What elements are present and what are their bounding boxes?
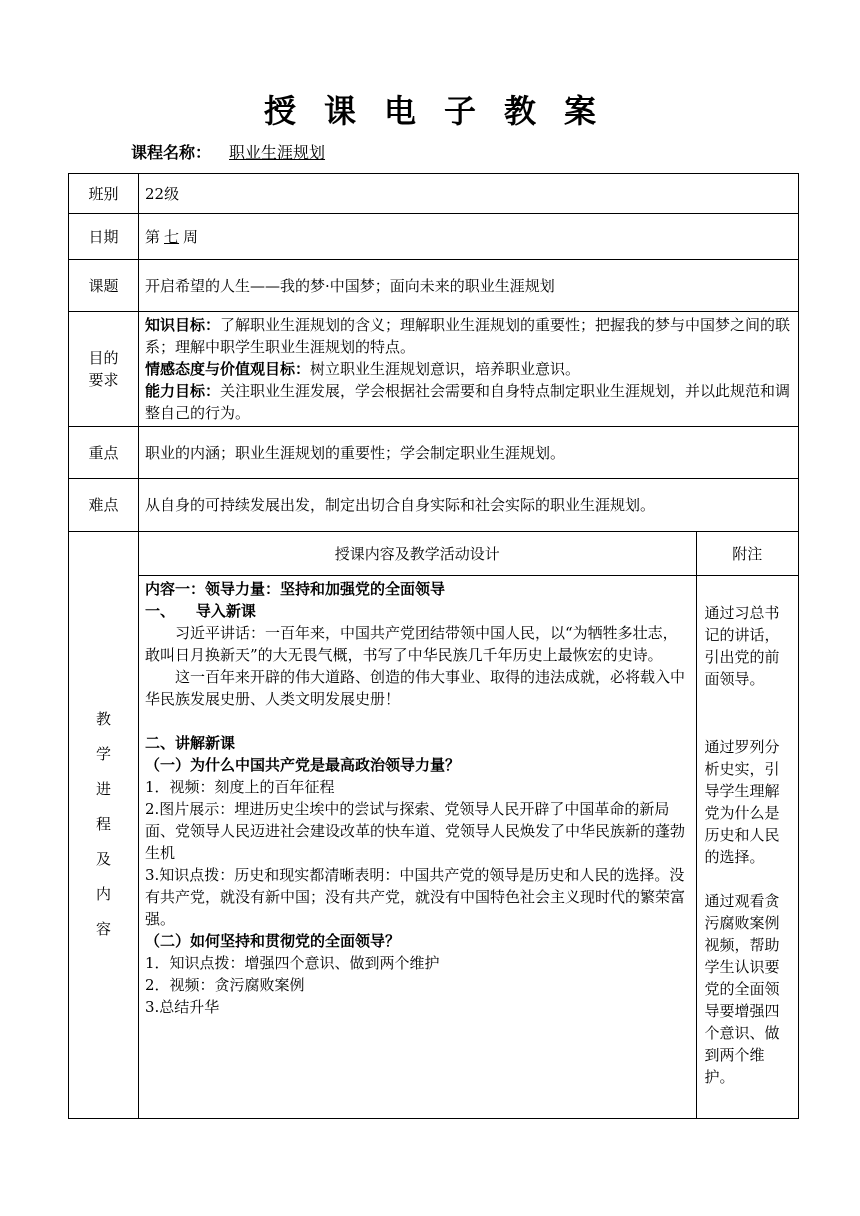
class-value: 22级 <box>139 174 799 214</box>
goals-label <box>69 312 139 427</box>
knowledge-goal-label: 知识目标： <box>145 316 221 334</box>
class-label: 班别 <box>69 174 139 214</box>
difficulty-value: 从自身的可持续发展出发，制定出切合自身实际和社会实际的职业生涯规划。 <box>139 479 799 532</box>
q2-item: 2．视频：贪污腐败案例 <box>145 976 305 994</box>
row-topic <box>69 260 799 312</box>
row-date <box>69 214 799 260</box>
difficulty-label: 难点 <box>69 479 139 532</box>
question-1: （一）为什么中国共产党是最高政治领导力量？ <box>145 756 461 774</box>
q2-item: 3.总结升华 <box>145 998 220 1016</box>
notes-body <box>696 576 798 1118</box>
lesson-plan-table <box>68 173 799 1119</box>
note-2: 通过罗列分析史实，引导学生理解党为什么是历史和人民的选择。 <box>704 738 780 866</box>
part1-title: 一、 导入新课 <box>145 602 256 620</box>
section-title: 内容一：领导力量：坚持和加强党的全面领导 <box>145 580 446 598</box>
process-header <box>139 532 798 576</box>
part2-title: 二、讲解新课 <box>145 734 236 752</box>
row-difficulty <box>69 479 799 532</box>
process-label <box>69 532 139 1119</box>
process-table <box>139 532 798 1118</box>
date-suffix: 周 <box>183 227 199 246</box>
content-header: 授课内容及教学活动设计 <box>139 532 696 576</box>
knowledge-goal-text: 了解职业生涯规划的含义；理解职业生涯规划的重要性；把握我的梦与中国梦之间的联系；理解中职学生职业生涯规划的特点。 <box>145 316 791 356</box>
goals-label-text: 目的要求 <box>88 349 119 389</box>
course-line <box>131 140 373 163</box>
process-cell <box>139 532 799 1119</box>
paragraph-history: 这一百年来开辟的伟大道路、创造的伟大事业、取得的违法成就，必将载入中华民族发展史册、人类文明发展史册！ <box>145 668 686 708</box>
note-1: 通过习总书记的讲话，引出党的前面领导。 <box>704 604 780 688</box>
process-label-text: 教学进程及内容 <box>95 710 111 939</box>
goals-value <box>139 312 799 427</box>
course-name: 职业生涯规划 <box>229 143 326 162</box>
note-3: 通过观看贪污腐败案例视频，帮助学生认识要党的全面领导要增强四个意识、做到两个维护。 <box>704 892 780 1086</box>
row-goals <box>69 312 799 427</box>
document-title: 授课电子教案 <box>263 92 624 130</box>
key-value: 职业的内涵；职业生涯规划的重要性；学会制定职业生涯规划。 <box>139 427 799 479</box>
row-key-points <box>69 427 799 479</box>
attitude-goal-text: 树立职业生涯规划意识，培养职业意识。 <box>310 360 581 378</box>
row-process <box>69 532 799 1119</box>
row-class <box>69 174 799 214</box>
topic-label: 课题 <box>69 260 139 312</box>
q2-item: 1．知识点拨：增强四个意识、做到两个维护 <box>145 954 440 972</box>
key-label: 重点 <box>69 427 139 479</box>
date-week: 七 <box>164 227 180 246</box>
ability-goal-text: 关注职业生涯发展，学会根据社会需要和自身特点制定职业生涯规划，并以此规范和调整自己的行为。 <box>145 382 791 422</box>
q1-item: 1．视频：刻度上的百年征程 <box>145 778 335 796</box>
process-body <box>139 576 798 1118</box>
date-prefix: 第 <box>145 227 161 246</box>
q1-item: 3.知识点拨：历史和现实都清晰表明：中国共产党的领导是历史和人民的选择。没有共产党，就没有新中国；没有共产党，就没有中国特色社会主义现时代的繁荣富强。 <box>145 866 686 928</box>
date-value <box>139 214 799 260</box>
topic-value: 开启希望的人生——我的梦·中国梦；面向未来的职业生涯规划 <box>139 260 799 312</box>
content-body <box>139 576 696 1118</box>
notes-header: 附注 <box>696 532 798 576</box>
question-2: （二）如何坚持和贯彻党的全面领导？ <box>145 932 401 950</box>
date-label: 日期 <box>69 214 139 260</box>
attitude-goal-label: 情感态度与价值观目标： <box>145 360 311 378</box>
course-label: 课程名称： <box>131 143 212 162</box>
paragraph-speech: 习近平讲话：一百年来，中国共产党团结带领中国人民，以“为牺牲多壮志，敢叫日月换新天”的大无畏气概，书写了中华民族几千年历史上最恢宏的史诗。 <box>145 624 678 664</box>
ability-goal-label: 能力目标： <box>145 382 221 400</box>
q1-item: 2.图片展示：埋进历史尘埃中的尝试与探索、党领导人民开辟了中国革命的新局面、党领导人民迈进社会建设改革的快车道、党领导人民焕发了中华民族新的蓬勃生机 <box>145 800 686 862</box>
